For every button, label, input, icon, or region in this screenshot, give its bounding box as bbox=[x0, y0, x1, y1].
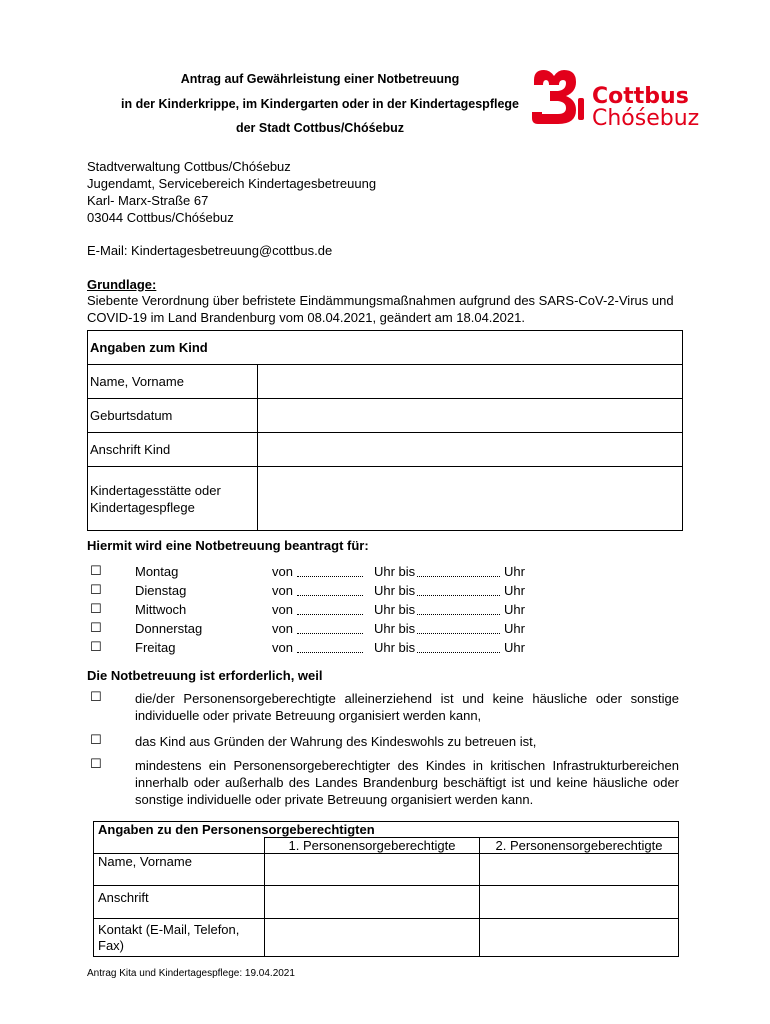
from-time-field[interactable] bbox=[297, 622, 363, 634]
end-label: Uhr bbox=[504, 564, 525, 579]
child-address-label: Anschrift Kind bbox=[88, 433, 258, 467]
child-daycare-label: Kindertagesstätte oder Kindertagespflege bbox=[88, 467, 258, 531]
from-time-field[interactable] bbox=[297, 565, 363, 577]
table-row bbox=[88, 467, 683, 531]
request-heading: Hiermit wird eine Notbetreuung beantragt für: bbox=[87, 538, 369, 553]
to-label: Uhr bis bbox=[374, 640, 416, 655]
child-name-field[interactable] bbox=[258, 365, 683, 399]
basis-text-line-2: COVID-19 im Land Brandenburg vom 08.04.2021, geändert am 18.04.2021. bbox=[87, 310, 525, 325]
form-title-line-1: Antrag auf Gewährleistung einer Notbetreuung bbox=[180, 72, 460, 86]
to-label: Uhr bis bbox=[374, 602, 416, 617]
guardian-col-1-header: 1. Personensorgeberechtigte bbox=[265, 838, 480, 854]
day-label: Freitag bbox=[135, 640, 176, 655]
address-line-2: Jugendamt, Servicebereich Kindertagesbetreuung bbox=[87, 176, 377, 191]
guardian-1-contact-field[interactable] bbox=[265, 919, 480, 957]
reason-2-text: das Kind aus Gründen der Wahrung des Kindeswohls zu betreuen ist, bbox=[135, 734, 537, 749]
day-checkbox[interactable]: ☐ bbox=[90, 621, 102, 636]
from-label: von bbox=[272, 621, 293, 636]
day-label: Dienstag bbox=[135, 583, 187, 598]
guardian-1-address-field[interactable] bbox=[265, 886, 480, 919]
guardian-col-2-header: 2. Personensorgeberechtigte bbox=[480, 838, 679, 854]
end-label: Uhr bbox=[504, 640, 525, 655]
guardian-address-label: Anschrift bbox=[94, 886, 265, 919]
table-row bbox=[94, 919, 679, 957]
to-time-field[interactable] bbox=[417, 565, 500, 577]
day-row bbox=[90, 600, 690, 619]
child-birthdate-label: Geburtsdatum bbox=[88, 399, 258, 433]
to-label: Uhr bis bbox=[374, 583, 416, 598]
to-time-field[interactable] bbox=[417, 584, 500, 596]
day-checkbox[interactable]: ☐ bbox=[90, 564, 102, 579]
guardian-contact-label: Kontakt (E-Mail, Telefon, Fax) bbox=[94, 919, 265, 957]
day-checkbox[interactable]: ☐ bbox=[90, 602, 102, 617]
child-table-heading: Angaben zum Kind bbox=[88, 331, 683, 365]
day-label: Donnerstag bbox=[135, 621, 203, 636]
from-label: von bbox=[272, 602, 293, 617]
day-row bbox=[90, 581, 690, 600]
reason-1-checkbox[interactable]: ☐ bbox=[90, 690, 102, 705]
form-title-line-2: in der Kinderkrippe, im Kindergarten oder in der Kindertagespflege bbox=[121, 97, 519, 111]
reason-3-text: mindestens ein Personensorgeberechtigter des Kindes in kritischen Infrastrukturbereichen innerhalb oder außerhalb des Landes Brandenburg beschäftigt ist und keine häusliche oder sonstige individuelle oder private Betreuung organisiert werden kann. bbox=[135, 758, 679, 807]
address-line-4: 03044 Cottbus/Chóśebuz bbox=[87, 210, 234, 225]
to-time-field[interactable] bbox=[417, 622, 500, 634]
reason-2-checkbox[interactable]: ☐ bbox=[90, 733, 102, 748]
from-time-field[interactable] bbox=[297, 584, 363, 596]
guardian-info-table bbox=[93, 821, 679, 957]
table-row bbox=[94, 854, 679, 886]
to-time-field[interactable] bbox=[417, 603, 500, 615]
day-checkbox[interactable]: ☐ bbox=[90, 640, 102, 655]
guardian-table-heading: Angaben zu den Personensorgeberechtigten bbox=[94, 822, 679, 838]
guardian-2-contact-field[interactable] bbox=[480, 919, 679, 957]
day-checkbox[interactable]: ☐ bbox=[90, 583, 102, 598]
to-label: Uhr bis bbox=[374, 621, 416, 636]
day-row bbox=[90, 638, 690, 657]
child-daycare-field[interactable] bbox=[258, 467, 683, 531]
to-time-field[interactable] bbox=[417, 641, 500, 653]
table-row bbox=[88, 433, 683, 467]
end-label: Uhr bbox=[504, 583, 525, 598]
day-row bbox=[90, 562, 690, 581]
to-label: Uhr bis bbox=[374, 564, 416, 579]
reasons-heading: Die Notbetreuung ist erforderlich, weil bbox=[87, 668, 323, 683]
days-list bbox=[90, 562, 690, 657]
address-line-3: Karl- Marx-Straße 67 bbox=[87, 193, 209, 208]
basis-heading: Grundlage: bbox=[87, 277, 157, 292]
child-birthdate-field[interactable] bbox=[258, 399, 683, 433]
address-line-1: Stadtverwaltung Cottbus/Chóśebuz bbox=[87, 159, 291, 174]
from-label: von bbox=[272, 583, 293, 598]
from-time-field[interactable] bbox=[297, 603, 363, 615]
logo-text-cottbus: Cottbus bbox=[592, 84, 689, 109]
child-name-label: Name, Vorname bbox=[88, 365, 258, 399]
cottbus-logo-icon bbox=[528, 68, 586, 126]
guardian-2-address-field[interactable] bbox=[480, 886, 679, 919]
reason-1-text: die/der Personensorgeberechtigte alleinerziehend ist und keine häusliche oder sonstige individuelle oder private Betreuung organisiert werden kann, bbox=[135, 691, 679, 723]
table-row bbox=[94, 886, 679, 919]
from-time-field[interactable] bbox=[297, 641, 363, 653]
end-label: Uhr bbox=[504, 621, 525, 636]
email-line: E-Mail: Kindertagesbetreuung@cottbus.de bbox=[87, 243, 333, 258]
footer-text: Antrag Kita und Kindertagespflege: 19.04.2021 bbox=[87, 968, 295, 979]
guardian-name-label: Name, Vorname bbox=[94, 854, 265, 886]
day-label: Mittwoch bbox=[135, 602, 187, 617]
reason-3-checkbox[interactable]: ☐ bbox=[90, 757, 102, 772]
basis-text-line-1: Siebente Verordnung über befristete Eindämmungsmaßnahmen aufgrund des SARS-CoV-2-Virus und bbox=[87, 293, 674, 308]
child-info-table bbox=[87, 330, 683, 531]
table-row bbox=[88, 365, 683, 399]
logo-text-chosebuz: Chóśebuz bbox=[592, 106, 700, 131]
end-label: Uhr bbox=[504, 602, 525, 617]
table-row bbox=[88, 399, 683, 433]
from-label: von bbox=[272, 640, 293, 655]
guardian-2-name-field[interactable] bbox=[480, 854, 679, 886]
day-row bbox=[90, 619, 690, 638]
guardian-1-name-field[interactable] bbox=[265, 854, 480, 886]
child-address-field[interactable] bbox=[258, 433, 683, 467]
day-label: Montag bbox=[135, 564, 179, 579]
form-title-line-3: der Stadt Cottbus/Chóśebuz bbox=[235, 121, 405, 135]
from-label: von bbox=[272, 564, 293, 579]
